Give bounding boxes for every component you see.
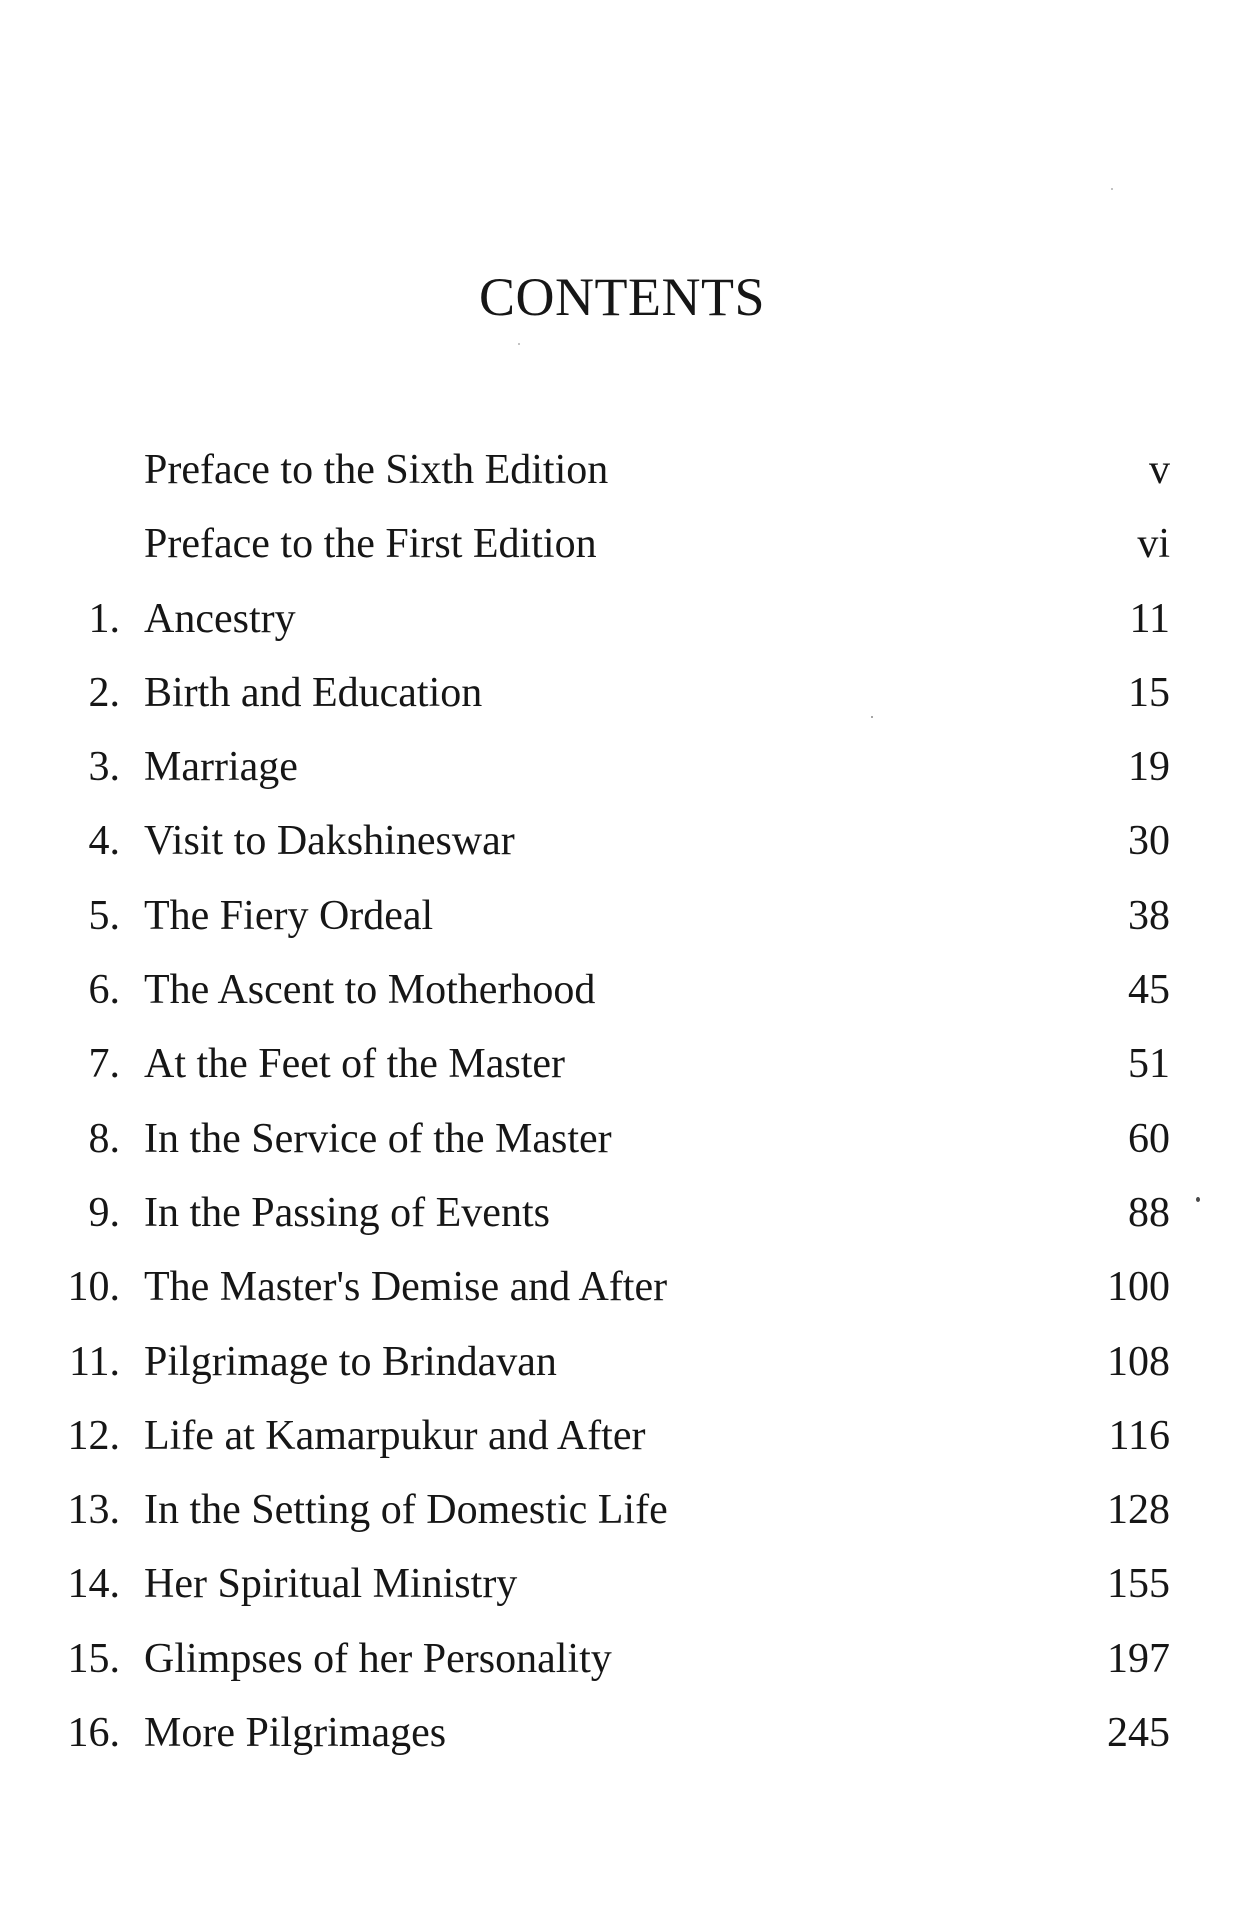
entry-title: Her Spiritual Ministry (144, 1561, 518, 1608)
entry-page-number: 38 (1128, 892, 1170, 939)
toc-entry (0, 1183, 1244, 1257)
entry-title: Visit to Dakshineswar (144, 818, 515, 865)
entry-number: 12. (67, 1412, 120, 1459)
page-title: CONTENTS (479, 267, 765, 327)
entry-page-number: 60 (1128, 1115, 1170, 1162)
toc-entry (0, 811, 1244, 885)
entry-title: The Master's Demise and After (144, 1264, 668, 1311)
entry-title: The Ascent to Motherhood (144, 967, 596, 1014)
toc-entry (0, 514, 1244, 588)
entry-title: Birth and Education (144, 669, 483, 716)
entry-number: 3. (88, 744, 120, 791)
entry-page-number: 51 (1128, 1041, 1170, 1088)
entry-title: Preface to the Sixth Edition (144, 447, 609, 493)
print-speck (871, 716, 873, 718)
entry-page-number: 30 (1128, 818, 1170, 865)
toc-entry (0, 589, 1244, 663)
entry-page-number: 108 (1107, 1338, 1170, 1385)
toc-entry (0, 1332, 1244, 1406)
entry-page-number: vi (1137, 521, 1170, 568)
toc-entry (0, 1703, 1244, 1777)
entry-title: In the Passing of Events (144, 1189, 550, 1236)
entry-number: 8. (88, 1115, 120, 1162)
entry-title: Ancestry (144, 595, 296, 642)
entry-title: More Pilgrimages (144, 1710, 447, 1757)
print-speck (1111, 188, 1113, 190)
entry-title: Pilgrimage to Brindavan (144, 1338, 557, 1385)
entry-page-number: 19 (1128, 744, 1170, 791)
toc-entry (0, 1109, 1244, 1183)
entry-page-number: 88 (1128, 1189, 1170, 1236)
entry-title: In the Setting of Domestic Life (144, 1487, 668, 1534)
entry-title: Glimpses of her Personality (144, 1635, 612, 1682)
toc-entry (0, 1257, 1244, 1331)
entry-number: 14. (67, 1561, 120, 1608)
entry-page-number: 100 (1107, 1264, 1170, 1311)
entry-page-number: v (1149, 447, 1170, 493)
entry-number: 2. (88, 669, 120, 716)
entry-title: Preface to the First Edition (144, 521, 597, 568)
entry-number: 1. (88, 595, 120, 642)
toc-entry (0, 1034, 1244, 1108)
toc-entry (0, 737, 1244, 811)
entry-page-number: 128 (1107, 1487, 1170, 1534)
entry-number: 11. (69, 1338, 120, 1385)
toc-entry (0, 886, 1244, 960)
entry-number: 16. (67, 1710, 120, 1757)
entry-number: 7. (88, 1041, 120, 1088)
entry-page-number: 11 (1129, 595, 1170, 642)
entry-title: Life at Kamarpukur and After (144, 1412, 646, 1459)
print-speck (518, 343, 520, 345)
entry-page-number: 245 (1107, 1710, 1170, 1757)
entry-number: 13. (67, 1487, 120, 1534)
toc-entry (0, 960, 1244, 1034)
entry-title: Marriage (144, 744, 298, 791)
entry-number: 15. (67, 1635, 120, 1682)
entry-page-number: 197 (1107, 1635, 1170, 1682)
entry-number: 6. (88, 967, 120, 1014)
entry-number: 10. (67, 1264, 120, 1311)
toc-entry (0, 1629, 1244, 1703)
entry-number: 4. (88, 818, 120, 865)
entry-page-number: 116 (1108, 1412, 1170, 1459)
entry-page-number: 15 (1128, 669, 1170, 716)
entry-title: At the Feet of the Master (144, 1041, 566, 1088)
print-speck (1196, 1197, 1200, 1202)
entry-number: 9. (88, 1189, 120, 1236)
entry-title: The Fiery Ordeal (144, 892, 434, 939)
toc-entry (0, 663, 1244, 737)
entry-number: 5. (88, 892, 120, 939)
table-of-contents (0, 440, 1244, 1777)
toc-entry (0, 1406, 1244, 1480)
toc-entry (0, 1480, 1244, 1554)
entry-page-number: 155 (1107, 1561, 1170, 1608)
entry-title: In the Service of the Master (144, 1115, 612, 1162)
entry-page-number: 45 (1128, 967, 1170, 1014)
toc-entry (0, 1554, 1244, 1628)
toc-entry (0, 440, 1244, 514)
